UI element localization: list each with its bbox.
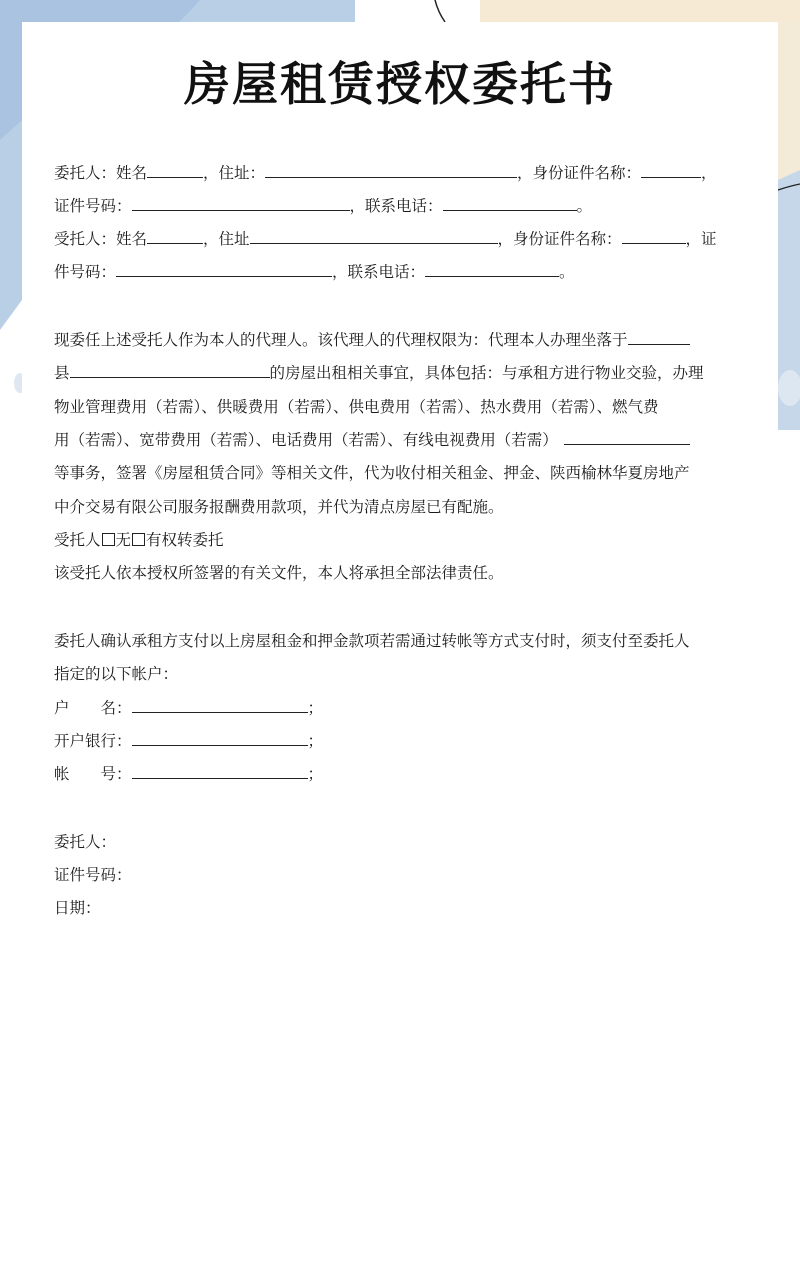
principal-idtype-label: ，身份证件名称： (517, 164, 642, 182)
agent-phone-label: ，联系电话： (332, 263, 426, 281)
bank-label: 开户银行： (54, 732, 132, 750)
punctuation: 。 (559, 263, 575, 281)
account-name-blank (132, 698, 308, 713)
sign-id: 证件号码： (54, 866, 132, 884)
principal-phone-label: ，联系电话： (349, 197, 443, 215)
account-name-label: 名： (100, 699, 132, 717)
agent-address-label: ，住址 (203, 230, 250, 248)
agent-name-blank (147, 229, 203, 244)
account-name-row (54, 698, 323, 718)
agent-name-label: 受托人：姓名 (54, 230, 148, 248)
option-no-label: 无 (115, 531, 132, 549)
punctuation: ； (307, 732, 324, 750)
bank-blank (132, 731, 308, 746)
scope-line-3: 物业管理费用（若需）、供暖费用（若需）、供电费用（若需）、热水费用（若需）、燃气费 (54, 398, 659, 416)
principal-line-1 (54, 163, 717, 183)
liability-line: 该受托人依本授权所签署的有关文件，本人将承担全部法律责任。 (54, 564, 504, 582)
account-number-row (54, 764, 323, 784)
agent-line-2 (54, 262, 575, 282)
scope-line-5: 等事务，签署《房屋租赁合同》等相关文件，代为收付相关租金、押金、陕西榆林华夏房地产 (54, 464, 690, 482)
scope-line-6: 中介交易有限公司服务报酬费用款项，并代为清点房屋已有配施。 (54, 498, 504, 516)
payment-line-2: 指定的以下帐户： (54, 665, 179, 683)
sub-delegation-line (54, 530, 224, 550)
document-title: 房屋租赁授权委托书 (184, 57, 616, 111)
principal-phone-blank (443, 196, 577, 211)
scope-text: 现委任上述受托人作为本人的代理人。该代理人的代理权限为：代理本人办理坐落于 (54, 331, 628, 349)
agent-idtype-label: ，身份证件名称： (497, 230, 622, 248)
county-blank (70, 363, 270, 378)
bank-row (54, 731, 323, 751)
punctuation: ，证 (685, 230, 717, 248)
principal-idno-blank (132, 196, 350, 211)
agent-idtype-blank (622, 229, 686, 244)
payment-line-1: 委托人确认承租方支付以上房屋租金和押金款项若需通过转帐等方式支付时，须支付至委托人 (54, 632, 690, 650)
location-blank (628, 330, 690, 345)
agent-idno-label: 件号码： (54, 263, 117, 281)
sub-delegation-text: 受托人 (54, 531, 101, 549)
principal-idtype-blank (641, 163, 701, 178)
agent-address-blank (250, 229, 498, 244)
scope-line-4 (54, 430, 690, 450)
account-name-label: 户 (54, 699, 70, 717)
agent-idno-blank (116, 262, 332, 277)
scope-text: 用（若需）、宽带费用（若需）、电话费用（若需）、有线电视费用（若需） (54, 431, 558, 449)
principal-line-2 (54, 196, 592, 216)
principal-address-label: ，住址： (203, 164, 266, 182)
checkbox-yes[interactable] (132, 533, 145, 546)
sign-principal: 委托人： (54, 833, 117, 851)
agent-phone-blank (425, 262, 559, 277)
principal-name-blank (147, 163, 203, 178)
principal-address-blank (265, 163, 517, 178)
punctuation: ， (701, 164, 717, 182)
account-number-blank (132, 764, 308, 779)
scope-line-2 (54, 363, 704, 383)
principal-name-label: 委托人：姓名 (54, 164, 148, 182)
option-yes-label: 有权转委托 (146, 531, 224, 549)
punctuation: ； (307, 699, 324, 717)
punctuation: 。 (576, 197, 593, 215)
account-number-label: 帐 (54, 765, 70, 783)
agent-line-1 (54, 229, 717, 249)
other-fees-blank (564, 430, 690, 445)
principal-idno-label: 证件号码： (54, 197, 132, 215)
sign-date: 日期： (54, 899, 101, 917)
scope-line-1 (54, 330, 690, 350)
checkbox-no[interactable] (102, 533, 115, 546)
punctuation: ； (307, 765, 324, 783)
scope-text: 的房屋出租相关事宜，具体包括：与承租方进行物业交验，办理 (269, 364, 704, 382)
scope-text: 县 (54, 364, 70, 382)
account-number-label: 号： (100, 765, 132, 783)
